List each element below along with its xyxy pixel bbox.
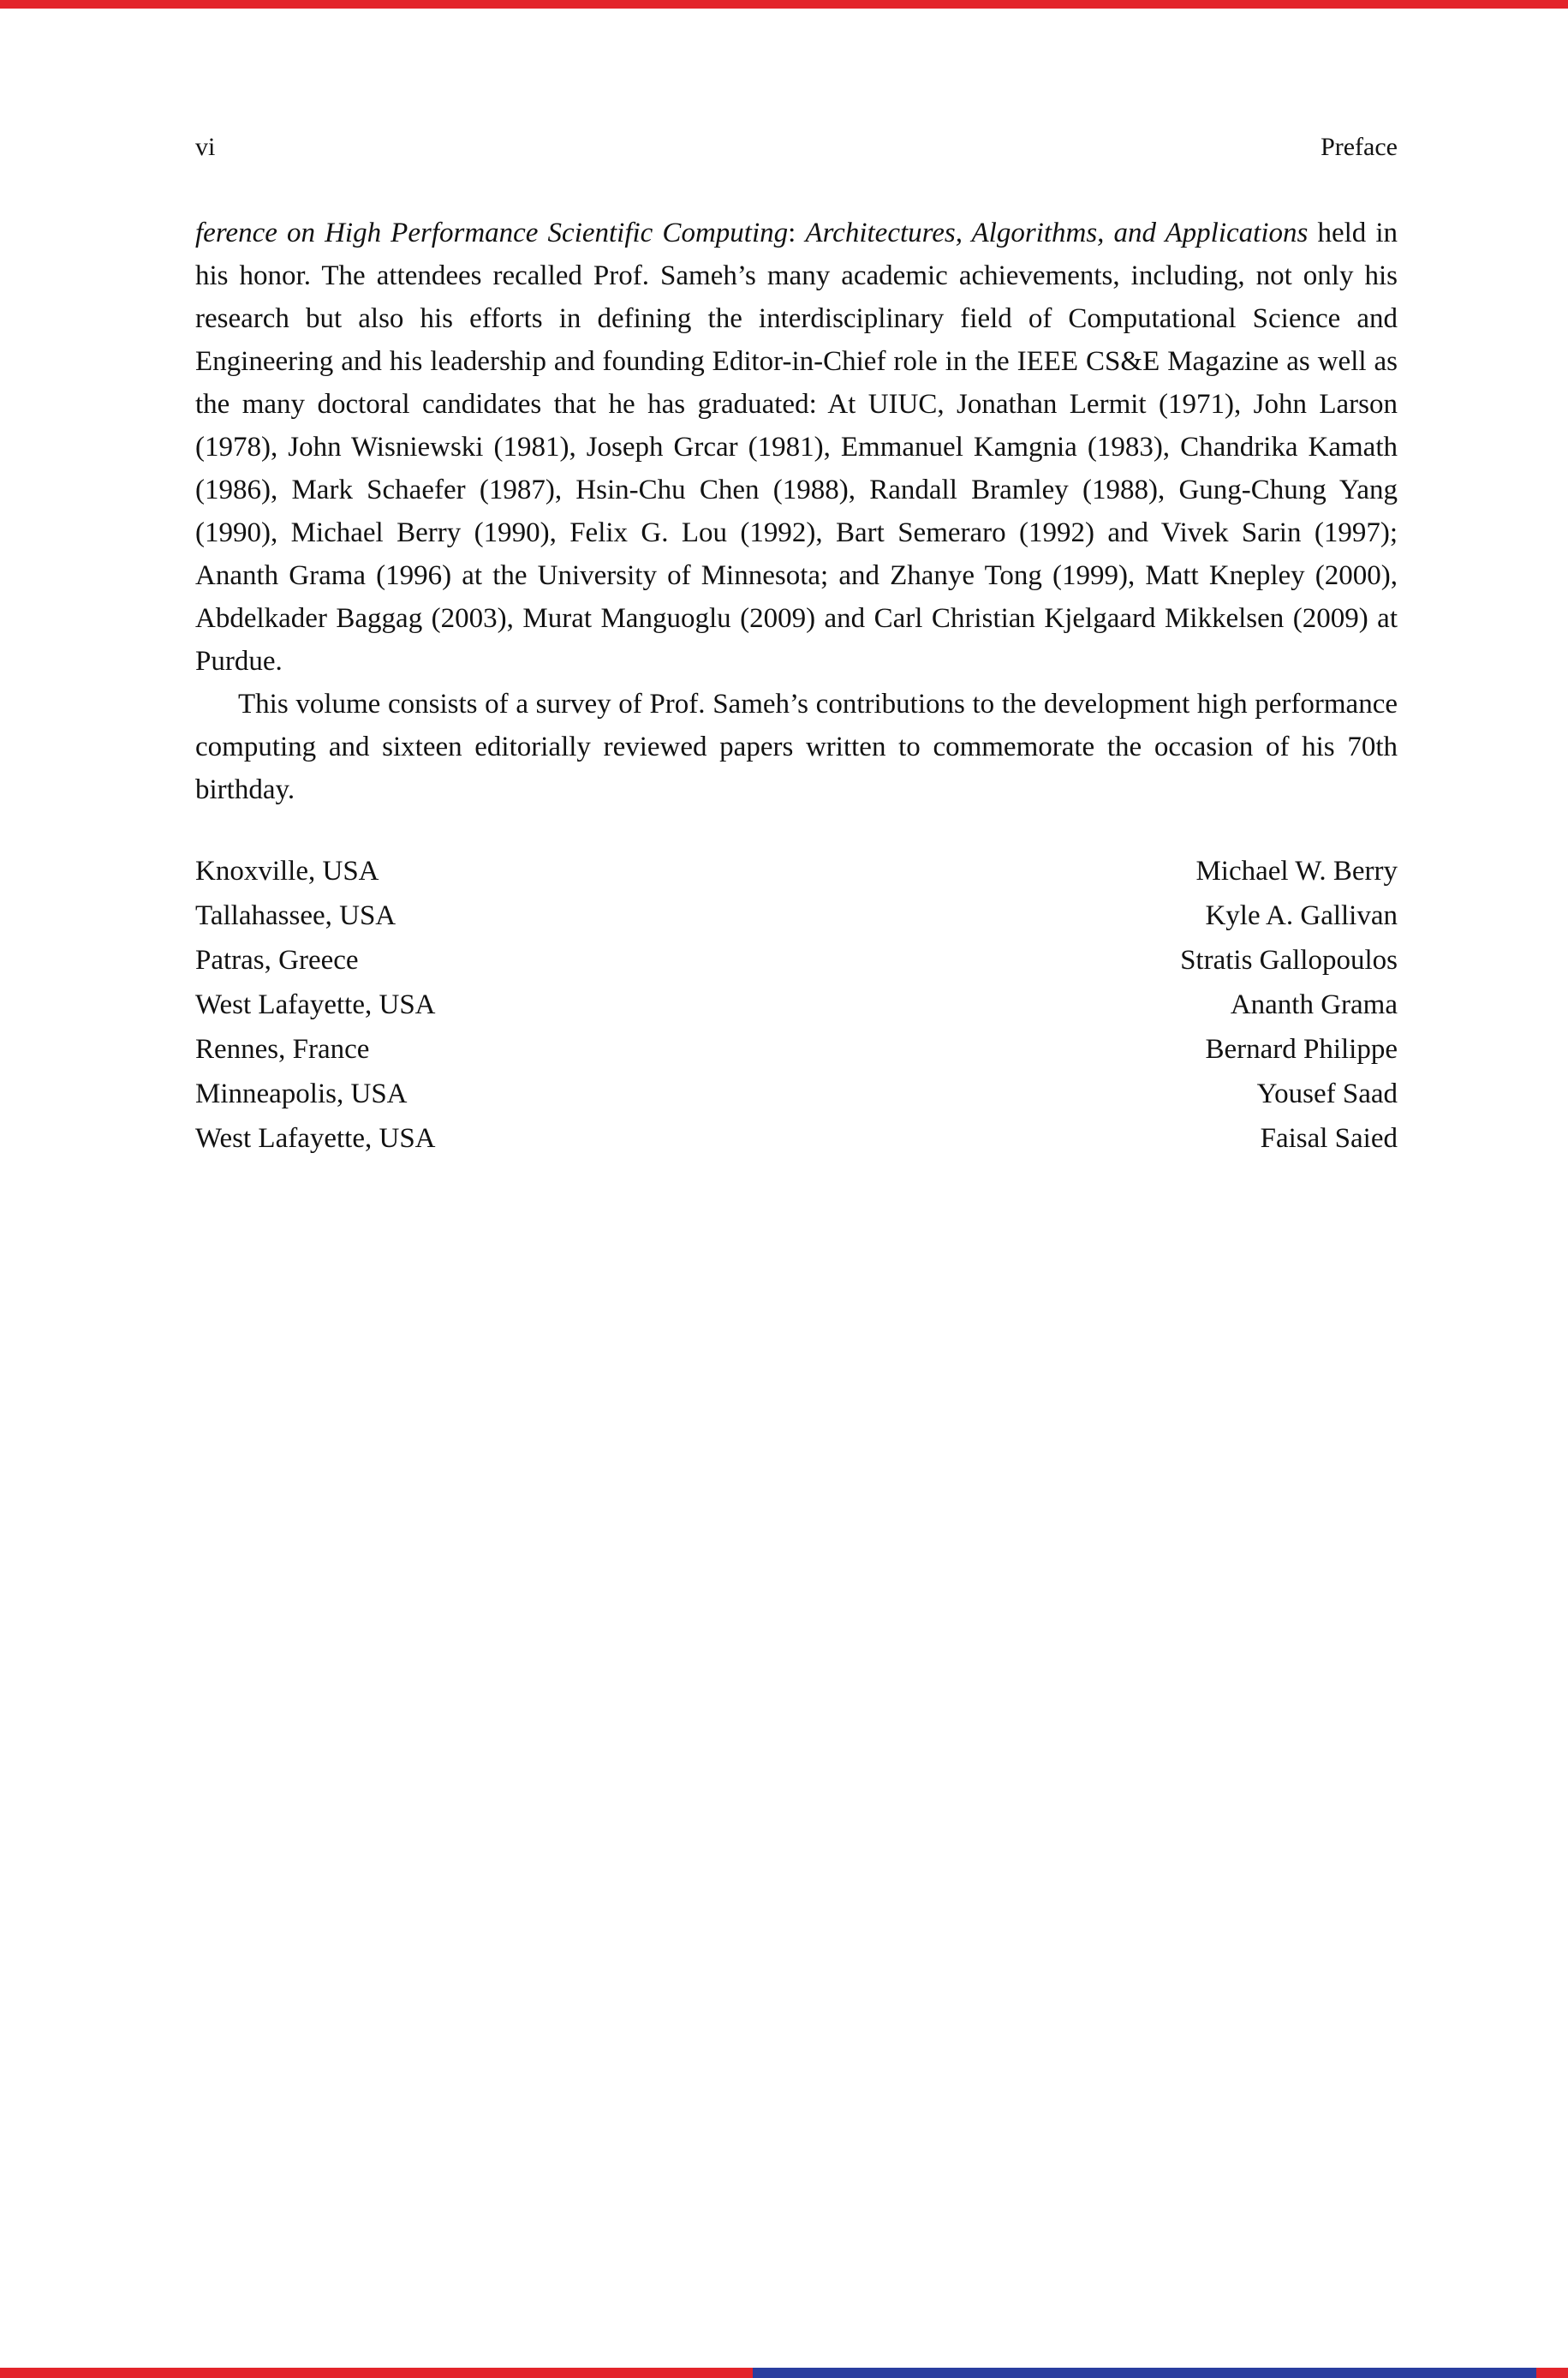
page-number: vi [195,133,216,161]
scan-edge-bottom-blue [753,2368,1537,2378]
scan-edge-bottom-red [0,2368,753,2378]
signature-location: Patras, Greece [195,945,359,976]
signature-location: West Lafayette, USA [195,1123,436,1154]
signature-row [195,1072,1398,1116]
signature-name: Faisal Saied [1260,1123,1398,1154]
page-header [195,133,1398,162]
signature-row [195,1116,1398,1161]
scan-edge-bottom [0,2368,1568,2378]
signature-location: Rennes, France [195,1034,370,1065]
scan-edge-bottom-red-right [1536,2368,1568,2378]
signature-location: Tallahassee, USA [195,900,396,931]
paragraph-volume: This volume consists of a survey of Prof. Sameh’s contributions to the development high performance computing and sixteen editorially reviewed papers written to commemorate the occasion of his 70th birthday. [195,689,1398,805]
paragraph-continuation [195,212,1398,683]
signature-location: West Lafayette, USA [195,989,436,1020]
signature-row [195,849,1398,893]
signature-name: Stratis Gallopoulos [1180,945,1398,976]
signature-row [195,1027,1398,1072]
signature-location: Minneapolis, USA [195,1078,408,1109]
scan-edge-top-red [0,0,1568,9]
signature-name: Kyle A. Gallivan [1205,900,1398,931]
preface-text [195,212,1398,1161]
signature-location: Knoxville, USA [195,856,379,887]
signature-name: Yousef Saad [1256,1078,1398,1109]
signature-name: Ananth Grama [1230,989,1398,1020]
signature-row [195,983,1398,1027]
scan-edge-top [0,0,1568,9]
paragraph-body-text: held in his honor. The attendees recalled Prof. Sameh’s many academic achievements, including, not only his research but also his efforts in defining the interdisciplinary field of Computational Science and Engineering and his leadership and founding Editor-in-Chief role in the IEEE CS&E Magazine as well as the many doctoral candidates that he has graduated: At UIUC, Jonathan Lermit (1971), John Larson (1978), John Wisniewski (1981), Joseph Grcar (1981), Emmanuel Kamgnia (1983), Chandrika Kamath (1986), Mark Schaefer (1987), Hsin-Chu Chen (1988), Randall Bramley (1988), Gung-Chung Yang (1990), Michael Berry (1990), Felix G. Lou (1992), Bart Semeraro (1992) and Vivek Sarin (1997); Ananth Grama (1996) at the University of Minnesota; and Zhanye Tong (1999), Matt Knepley (2000), Abdelkader Baggag (2003), Murat Manguoglu (2009) and Carl Christian Kjelgaard Mikkelsen (2009) at Purdue. [195,218,1398,677]
signature-name: Bernard Philippe [1205,1034,1398,1065]
signature-block [195,849,1398,1161]
running-title: Preface [1321,133,1398,161]
title-separator: : [788,218,806,248]
signature-name: Michael W. Berry [1195,856,1398,887]
book-title-italic: ference on High Performance Scientific Computing [195,218,789,248]
signature-row [195,893,1398,938]
signature-row [195,938,1398,983]
book-subtitle-italic: Architectures, Algorithms, and Applications [805,218,1309,248]
